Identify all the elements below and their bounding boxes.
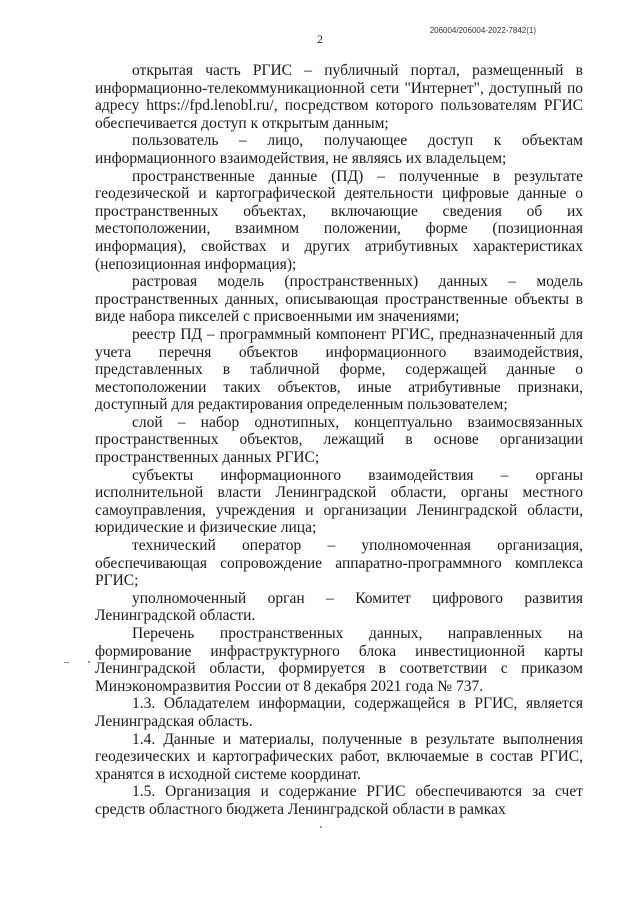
paragraph: растровая модель (пространственных) данных – модель пространственных данных, описывающая пространственные объекты в виде набора пикселей с присвоенными им значениями;	[95, 273, 583, 326]
document-id: 206004/206004-2022-7842(1)	[429, 26, 536, 35]
document-body	[95, 62, 583, 819]
paragraph: субъекты информационного взаимодействия – органы исполнительной власти Ленинградской области, органы местного самоуправления, учреждения и организации Ленинградской области, юридические и физические лица;	[95, 466, 583, 537]
paragraph: пространственные данные (ПД) – полученные в результате геодезической и картографической деятельности цифровые данные о пространственных объектах, включающие сведения об их местоположении, взаимном положении, форме (позиционная информация), свойствах и других атрибутивных характеристиках (непозиционная информация);	[95, 167, 583, 273]
paragraph: слой – набор однотипных, концептуально взаимосвязанных пространственных объектов, лежащий в основе организации пространственных данных РГИС;	[95, 413, 583, 467]
paragraph: уполномоченный орган – Комитет цифрового развития Ленинградской области.	[95, 589, 583, 625]
scan-speck	[88, 661, 90, 663]
paragraph: открытая часть РГИС – публичный портал, размещенный в информационно-телекоммуникационной сети "Интернет", доступный по адресу https://fpd.lenobl.ru/, посредством которого пользователям РГИС обеспечивается доступ к открытым данным;	[95, 62, 583, 132]
paragraph: 1.3. Обладателем информации, содержащейся в РГИС, является Ленинградская область.	[95, 695, 583, 730]
paragraph: пользователь – лицо, получающее доступ к объектам информационного взаимодействия, не являясь их владельцем;	[95, 132, 583, 167]
scan-speck	[320, 826, 322, 828]
paragraph: 1.5. Организация и содержание РГИС обеспечиваются за счет средств областного бюджета Ленинградской области в рамках	[95, 783, 583, 818]
paragraph: Перечень пространственных данных, направленных на формирование инфраструктурного блока инвестиционной карты Ленинградской области, формируется в соответствии с приказом Минэкономразвития России от 8 декабря 2021 года № 737.	[95, 625, 583, 695]
paragraph: реестр ПД – программный компонент РГИС, предназначенный для учета перечня объектов информационного взаимодействия, представленных в табличной форме, содержащей данные о местоположении таких объектов, иные атрибутивные признаки, доступный для редактирования определенным пользователем;	[95, 325, 583, 414]
paragraph: 1.4. Данные и материалы, полученные в результате выполнения геодезических и картографических работ, включаемые в состав РГИС, хранятся в исходной системе координат.	[95, 730, 583, 783]
paragraph: технический оператор – уполномоченная организация, обеспечивающая сопровождение аппаратно-программного комплекса РГИС;	[95, 537, 583, 590]
scan-mark	[64, 662, 69, 663]
page-number: 2	[317, 32, 323, 46]
